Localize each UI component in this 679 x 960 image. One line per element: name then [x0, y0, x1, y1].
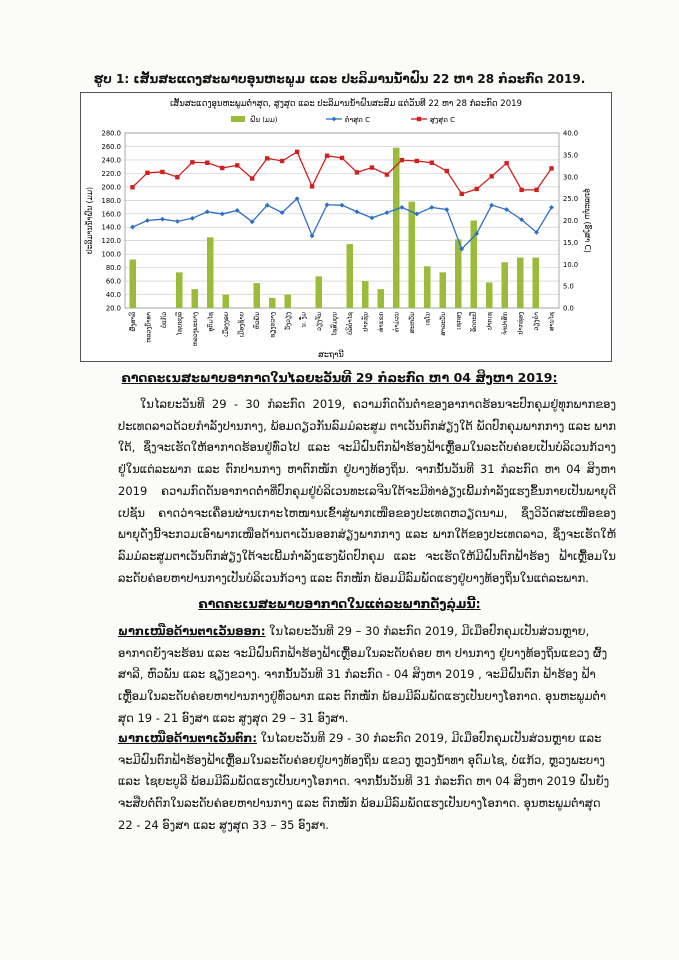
max-temp-point — [460, 192, 464, 196]
y-tick-label: 60.0 — [105, 277, 121, 286]
region-northeast — [118, 621, 616, 730]
max-temp-point — [325, 154, 329, 158]
x-tick-label: ອຸດົມໄຊ — [207, 312, 215, 332]
max-temp-point — [265, 156, 269, 160]
legend-label: ຕ່ຳສຸດ C — [345, 116, 370, 124]
legend-label: ສູງສຸດ C — [430, 116, 456, 124]
y2-tick-label: 10.0 — [563, 260, 579, 269]
y-tick-label: 220.0 — [101, 169, 121, 178]
min-temp-point — [429, 205, 434, 210]
y-tick-label: 240.0 — [101, 156, 121, 165]
y-tick-label: 200.0 — [101, 183, 121, 192]
rain-bar — [222, 295, 229, 308]
rain-bar — [129, 260, 136, 308]
chart-plot — [102, 130, 579, 347]
min-temp-point — [340, 203, 345, 208]
chart-title: ເສັ້ນສະແດງອຸນຫະພູມຕ່ຳສຸດ, ສູງສຸດ ແລະ ປະລິມານນ້ຳຝົນສະສົມ ແຕ່ວັນທີ 22 ຫາ 28 ກໍລະກົດ 2019 — [170, 99, 522, 109]
y-tick-label: 20.0 — [105, 304, 121, 313]
min-temp-point — [145, 218, 150, 223]
forecast-heading: ຄາດຄະເນສະພາບອາກາດໃນໄລຍະວັນທີ 29 ກໍລະກົດ ຫາ 04 ສິງຫາ 2019: — [121, 370, 558, 385]
min-temp-point — [220, 212, 225, 217]
rain-bar — [284, 295, 291, 308]
rain-bar — [532, 258, 539, 308]
y2-tick-label: 20.0 — [563, 217, 579, 225]
x-tick-label: ສາລະວັນ — [439, 312, 447, 336]
x-tick-label: ປາກຊັນ — [362, 312, 370, 332]
y2-tick-label: 40.0 — [563, 129, 579, 138]
x-tick-label: ວຽງຄຳ — [532, 312, 540, 331]
max-temp-point — [415, 159, 419, 163]
min-temp-point — [414, 212, 419, 217]
max-temp-point — [504, 161, 508, 165]
forecast-paragraph — [118, 394, 616, 589]
max-temp-point — [160, 170, 164, 174]
rain-bar — [408, 202, 415, 308]
y-tick-label: 120.0 — [101, 237, 121, 246]
x-tick-label: ສະຫວັນ — [408, 312, 416, 334]
y-tick-label: 40.0 — [105, 291, 121, 300]
y-tick-label: 140.0 — [101, 223, 121, 232]
regional-heading: ຄາດຄະເນສະພາບອາກາດໃນແຕ່ລະພາກດັ່ງລຸ່ມນີ້: — [198, 596, 481, 611]
x-tick-label: ຜົ້ງສາລີ — [129, 312, 137, 332]
max-temp-point — [445, 169, 449, 173]
x-axis-label: ສະຖານີ — [318, 350, 344, 359]
max-temp-point — [370, 165, 374, 169]
y2-axis-label: ອຸນຫະພູມ (ອົງສາ C) — [583, 188, 592, 253]
chart-svg — [81, 93, 611, 361]
rain-bar — [501, 262, 508, 308]
legend-label: ຝົນ (ມມ) — [250, 116, 278, 124]
min-temp-point — [489, 203, 494, 208]
y2-tick-label: 5.0 — [563, 282, 574, 291]
max-temp-point — [220, 166, 224, 170]
rain-bar — [424, 266, 431, 308]
max-temp-point — [235, 163, 239, 167]
rain-bar — [191, 289, 198, 308]
max-temp-point — [400, 158, 404, 162]
x-tick-label: ຫລວງນ້ຳທາ — [145, 312, 153, 343]
figure-caption: ຮູບ 1: ເສັ້ນສະແດງສະພາບອຸນຫະພູມ ແລະ ປະລິມານນ້ຳຝົນ 22 ຫາ 28 ກໍລະກົດ 2019. — [93, 72, 586, 86]
legend-swatch-rain — [231, 116, 245, 122]
rain-bar — [176, 272, 183, 308]
x-tick-label: ໄຊສົມບູນ — [331, 312, 339, 336]
region-northwest-label: ພາກເໜືອດ້ານຕາເວັນຕົກ: — [118, 731, 257, 745]
x-tick-label: ຫົວພັນ — [253, 312, 261, 330]
rain-bar — [253, 283, 260, 308]
y-tick-label: 160.0 — [101, 210, 121, 219]
x-tick-label: ເມືອງຊ້າຍ — [238, 312, 246, 338]
max-temp-point — [385, 172, 389, 176]
min-temp-point — [160, 217, 165, 222]
rain-bar — [486, 282, 493, 308]
min-temp-point — [175, 219, 180, 224]
rain-bar — [362, 281, 369, 308]
y2-tick-label: 25.0 — [563, 195, 579, 204]
max-temp-point — [190, 160, 194, 164]
max-temp-point — [250, 176, 254, 180]
max-temp-point — [355, 170, 359, 174]
y-tick-label: 260.0 — [101, 142, 121, 151]
x-tick-label: ວຽງຈັນ — [315, 312, 323, 331]
x-tick-label: ເມືອງງອຍ — [222, 312, 230, 337]
x-tick-label: ບໍ່ແກ້ວ — [160, 312, 168, 328]
y-tick-label: 80.0 — [105, 264, 121, 273]
max-temp-point — [474, 187, 478, 191]
y2-tick-label: 35.0 — [563, 151, 579, 160]
forecast-text: ໃນໄລຍະວັນທີ 29 - 30 ກໍລະກົດ 2019, ຄວາມກົດດັນຕ່ຳຂອງອາກາດຮ້ອນຈະປົກຄຸມຢູ່ທຸກພາກຂອງປະເທດລາວດ້ວຍກຳລັງປານກາງ, ພ້ອມດຽວກັນລົມມໍລະສູມ ຕາເວັນຕົກສ່ຽງໃຕ້ ພັດປົກຄຸມພາກກາງ ແລະ ພາກໃຕ້, ຊຶ່ງຈະເຮັດໃຫ້ອາກາດຮ້ອນຢູ່ທົ່ວໄປ ແລະ ຈະມີຝົນຕົກຟ້າຮ້ອງຟ້າເຫຼື້ອມໃນລະດັບຄ່ອຍເປັນບໍລິເວນກ້ວາງຢູ່ໃນແຕ່ລະພາກ ແລະ ຕົກປານກາງ ຫາຕົກໜັກ ຢູ່ບາງທ້ອງຖິ່ນ. ຈາກນັ້ນວັນທີ 31 ກໍລະກົດ ຫາ 04 ສິງຫາ 2019 ຄວາມກົດດັນອາກາດຕ່ຳທີ່ປົກຄຸມຢູ່ບໍລິເວນທະເລຈີນໃຕ້ຈະມີທ່າອ່ຽງເພີ້ມກຳລັງແຮງຂຶ້ນກາຍເປັນພາຍຸດີເປຊັນ ຄາດວ່າຈະເຄື່ອນຜ່ານເກາະໄຫໜານເຂົ້າສູ່ພາກເໜືອຂອງປະເທດຫວຽດນາມ, ຊຶ່ງວິວັດສະເໜືອຂອງພາຍຸດັ່ງນີ້ຈະກວມເອົາພາກເໜືອດ້ານຕາເວັນອອກສ່ຽງພາກກາງ ແລະ ພາກໃຕ້ຂອງປະເທດລາວ, ຊຶ່ງຈະເຮັດໃຫ້ລົມມໍລະສູມຕາເວັນຕົກສ່ຽງໃຕ້ຈະເພີ້ມກຳລັງແຮງພັດປົກຄຸມ ແລະ ຈະເຮັດໃຫ້ມີຝົນຕົກຟ້າຮ້ອງ ຟ້າເຫຼື້ອມໃນລະດັບຄ່ອຍຫາປານກາງເປັນບໍລິເວນກ້ວາງ ແລະ ຕົກໜັກ ພ້ອມມີລົມພັດແຮງຢູ່ບາງທ້ອງຖິ່ນໃນແຕ່ລະພາກ. — [118, 397, 616, 585]
rain-bar — [439, 272, 446, 308]
x-tick-label: ຈຳປາສັກ — [501, 312, 509, 335]
min-temp-point — [355, 209, 360, 214]
region-northeast-label: ພາກເໜືອດ້ານຕາເວັນອອກ: — [118, 624, 266, 638]
x-tick-label: ປາກເຊ — [486, 312, 494, 330]
min-temp-point — [399, 205, 404, 210]
max-temp-point — [145, 171, 149, 175]
x-tick-label: ເຊກອງ — [455, 312, 463, 330]
weather-chart — [80, 92, 612, 362]
max-temp-point — [519, 188, 523, 192]
y2-tick-label: 15.0 — [563, 238, 579, 247]
x-tick-label: ເຊໂນ — [424, 312, 432, 326]
max-temp-point — [534, 188, 538, 192]
max-temp-point — [430, 161, 434, 165]
x-tick-label: ບໍລິຄຳໄຊ — [346, 312, 354, 335]
max-temp-point — [295, 150, 299, 154]
x-tick-label: ຊຽງຂວາງ — [269, 312, 277, 338]
min-temp-point — [444, 207, 449, 212]
max-temp-point — [340, 156, 344, 160]
rain-bar — [517, 258, 524, 308]
max-temp-point — [205, 161, 209, 165]
x-tick-label: ປາກຊ່ອງ — [517, 312, 525, 335]
y2-tick-label: 0.0 — [563, 304, 574, 313]
x-tick-label: ຄຳມ່ວນ — [393, 312, 401, 332]
chart-legend — [231, 115, 455, 125]
rain-bar — [207, 237, 214, 308]
rain-bar — [315, 276, 322, 308]
min-temp-point — [205, 209, 210, 214]
y2-tick-label: 30.0 — [563, 173, 579, 182]
y-tick-label: 100.0 — [101, 250, 121, 259]
region-northwest — [118, 728, 616, 837]
min-temp-point — [384, 210, 389, 215]
min-temp-point — [130, 225, 135, 230]
rain-bar — [269, 298, 276, 308]
max-temp-point — [175, 175, 179, 179]
rain-bar — [346, 244, 353, 308]
x-tick-label: ຫລວງພະບາງ — [191, 312, 199, 347]
max-temp-point — [280, 159, 284, 163]
max-temp-point — [549, 166, 553, 170]
x-tick-label: ທ່າແຂກ — [377, 312, 385, 332]
x-tick-label: ນ. ງື່ມ — [300, 312, 308, 328]
x-tick-label: ໄຊຍະບູລີ — [176, 312, 184, 336]
min-temp-point — [190, 216, 195, 221]
min-temp-point — [310, 233, 315, 238]
min-temp-point — [325, 202, 330, 207]
x-tick-label: ອັດຕະປື — [470, 312, 478, 332]
max-temp-point — [310, 184, 314, 188]
max-temp-point — [489, 174, 493, 178]
rain-bar — [377, 289, 384, 308]
x-tick-label: ວັງວຽງ — [284, 312, 292, 330]
rain-bar — [393, 148, 400, 308]
legend-marker — [417, 117, 421, 121]
max-temp-point — [130, 185, 134, 189]
region-northeast-text: ໃນໄລຍະວັນທີ 29 – 30 ກໍລະກົດ 2019, ມີເມືອປົກຄຸມເປັນສ່ວນຫຼາຍ, ອາກາດຍັງຈະຮ້ອນ ແລະ ຈະມີຝົນຕົກຟ້າຮ້ອງຟ້າເຫຼື້ອມໃນລະດັບຄ່ອຍ ຫາ ປານກາງ ຢູ່ບາງທ້ອງຖິ່ນແຂວງ ຜົ້ງສາລີ, ຫົວພັນ ແລະ ຊຽງຂວາງ. ຈາກນັ້ນວັນທີ 31 ກໍລະກົດ - 04 ສິງຫາ 2019 , ຈະມີຝົນຕົກ ຟ້າຮ້ອງ ຟ້າເຫຼື້ອມໃນລະດັບຄ່ອຍຫາປານກາງຢູ່ທົ່ວພາກ ແລະ ຕົກໜັກ ພ້ອມມີລົມພັດແຮງເປັນບາງໂອກາດ. ອຸນຫະພູມຕ່ຳສຸດ 19 - 21 ອົງສາ ແລະ ສູງສຸດ 29 – 31 ອົງສາ. — [118, 624, 608, 725]
y-tick-label: 180.0 — [101, 196, 121, 205]
min-temp-point — [370, 215, 375, 220]
y-axis-label: ປະລິມານນ້ຳຝົນ (ມມ) — [85, 187, 94, 254]
x-tick-label: ສານໄຊ — [548, 312, 556, 332]
region-northwest-text: ໃນໄລຍະວັນທີ 29 - 30 ກໍລະກົດ 2019, ມີເມືອປົກຄຸມເປັນສ່ວນຫຼາຍ ແລະ ຈະມີຝົນຕົກຟ້າຮ້ອງຟ້າເຫຼື້ອມໃນລະດັບຄ່ອຍຢູ່ບາງທ້ອງຖິ່ນ ແຂວງ ຫຼວງນ້ຳທາ ອຸດົມໄຊ, ບໍ່ແກ້ວ, ຫຼວງພະບາງ ແລະ ໄຊຍະບູລີ ພ້ອມມີລົມພັດແຮງເປັນບາງໂອກາດ. ຈາກນັ້ນວັນທີ 31 ກໍລະກົດ ຫາ 04 ສິງຫາ 2019 ຝົນຍັງຈະສືບຕໍ່ຕົກໃນລະດັບຄ່ອຍຫາປານກາງ ແລະ ຕົກໜັກ ພ້ອມມີລົມພັດແຮງເປັນບາງໂອກາດ. ອຸນຫະພູມຕ່ຳສຸດ 22 - 24 ອົງສາ ແລະ ສູງສຸດ 33 – 35 ອົງສາ. — [118, 731, 610, 832]
legend-marker — [332, 117, 337, 122]
y-tick-label: 280.0 — [101, 129, 121, 138]
